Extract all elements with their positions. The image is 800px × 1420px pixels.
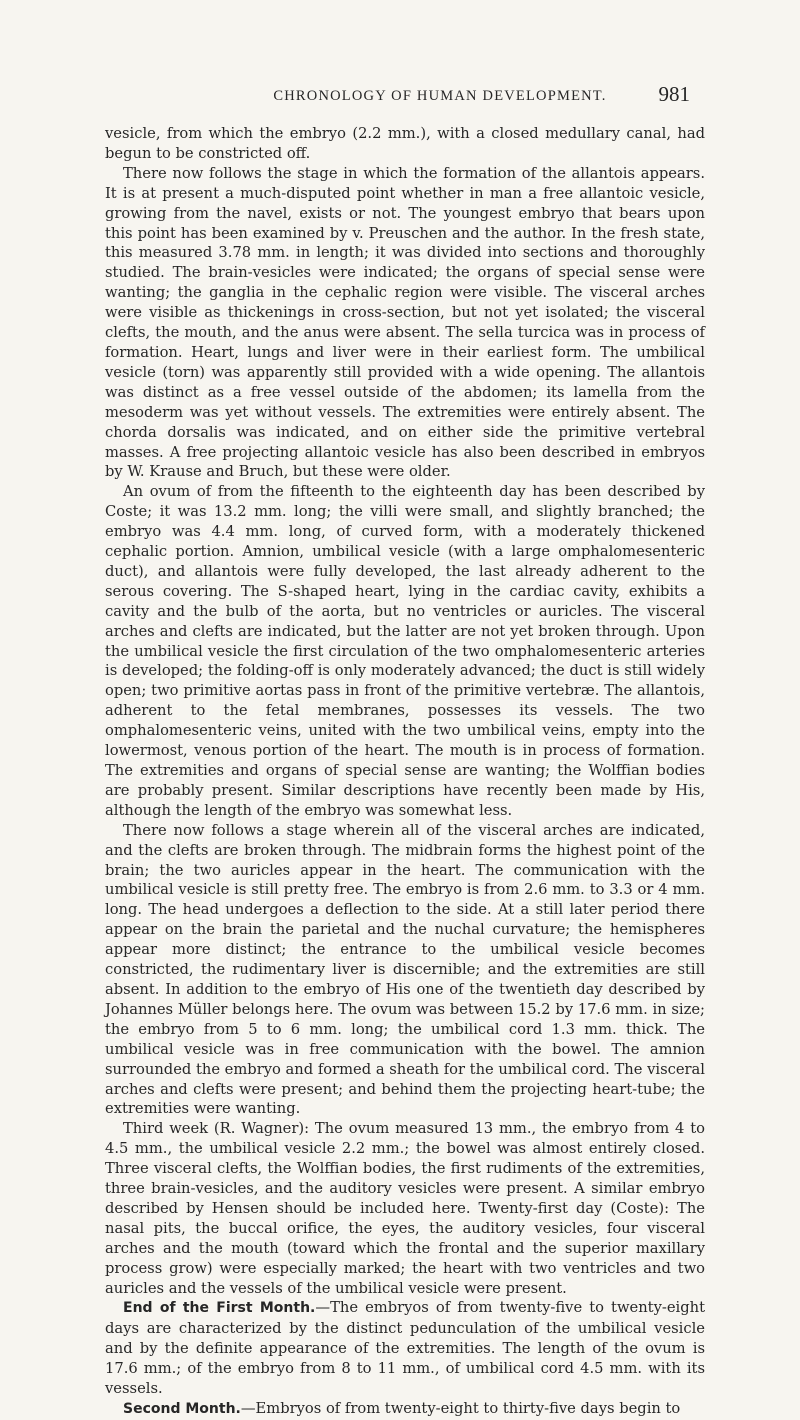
section-paragraph [105,1399,705,1420]
section-heading: End of the First Month. [123,1300,316,1317]
section-text: —The embryos of from twenty-five to twenty-eight days are characterized by the distinct pedunculation of the umbilical vesicle and by the definite appearance of the extremities. The length of the ovum is 17.6 mm.; of the embryo from 8 to 11 mm., of umbilical cord 4.5 mm. with its vessels. [105,1299,706,1398]
paragraph: There now follows a stage wherein all of the visceral arches are indicated, and the clefts are broken through. The midbrain forms the highest point of the brain; the two auricles appear in the heart. The communication with the umbilical vesicle is still pretty free. The embryo is from 2.6 mm. to 3.3 or 4 mm. long. The head undergoes a deflection to the side. At a still later period there appear on the brain the parietal and the nuchal curvature; the hemispheres appear more distinct; the entrance to the umbilical vesicle becomes constricted, the rudimentary liver is discernible; and the extremities are still absent. In addition to the embryo of His one of the twentieth day described by Johannes Müller belongs here. The ovum was between 15.2 by 17.6 mm. in size; the embryo from 5 to 6 mm. long; the umbilical cord 1.3 mm. thick. The umbilical vesicle was in free communication with the bowel. The amnion surrounded the embryo and formed a sheath for the umbilical cord. The visceral arches and clefts were present; and behind them the projecting heart-tube; the extremities were wanting. [105,821,706,1118]
page-number: 981 [658,82,690,106]
paragraph: Third week (R. Wagner): The ovum measured 13 mm., the embryo from 4 to 4.5 mm., the umbilical vesicle 2.2 mm.; the bowel was almost entirely closed. Three visceral clefts, the Wolffian bodies, the first rudiments of the extremities, three brain-vesicles, and the auditory vesicles were present. A similar embryo described by Hensen should be included here. Twenty-first day (Coste): The nasal pits, the buccal orifice, the eyes, the auditory vesicles, four visceral arches and the mouth (toward which the frontal and the superior maxillary process grow) were especially marked; the heart with two ventricles and two auricles and the vessels of the umbilical vesicle were present. [105,1120,705,1297]
running-title: CHRONOLOGY OF HUMAN DEVELOPMENT. [273,88,607,104]
section-heading: Second Month. [123,1401,241,1417]
paragraph: An ovum of from the fifteenth to the eighteenth day has been described by Coste; it was 13.2 mm. long; the villi were small, and slightly branched; the embryo was 4.4 mm. long, of curved form, with a moderately thickened cephalic portion. Amnion, umbilical vesicle (with a large omphalomesenteric duct), and allantois were fully developed, the last already adherent to the serous covering. The S-shaped heart, lying in the cardiac cavity, exhibits a cavity and the bulb of the aorta, but no ventricles or auricles. The visceral arches and clefts are indicated, but the latter are not yet broken through. Upon the umbilical vesicle the first circulation of the two omphalomesenteric arteries is developed; the folding-off is only moderately advanced; the duct is still widely open; two primitive aortas pass in front of the primitive vertebræ. The allantois, adherent to the fetal membranes, possesses its vessels. The two omphalomesenteric veins, united with the two umbilical veins, empty into the lowermost, venous portion of the heart. The mouth is in process of formation. The extremities and organs of special sense are wanting; the Wolffian bodies are probably present. Similar descriptions have recently been made by His, although the length of the embryo was somewhat less. [105,483,705,819]
section-text: —Embryos of from twenty-eight to thirty-five days begin to [240,1400,681,1417]
paragraph: There now follows the stage in which the formation of the allantois appears. It is at present a much-disputed point whether in man a free allantoic vesicle, growing from the navel, exists or not. The youngest embryo that bears upon this point has been examined by v. Preuschen and the author. In the fresh state, this measured 3.78 mm. in length; it was divided into sections and thoroughly studied. The brain-vesicles were indicated; the organs of special sense were wanting; the ganglia in the cephalic region were visible. The visceral arches were visible as thickenings in cross-section, but not yet isolated; the visceral clefts, the mouth, and the anus were absent. The sella turcica was in process of formation. Heart, lungs and liver were in their earliest form. The umbilical vesicle (torn) was apparently still provided with a wide opening. The allantois was distinct as a free vessel outside of the abdomen; its lamella from the mesoderm was yet without vessels. The extremities were entirely absent. The chorda dorsalis was indicated, and on either side the primitive vertebral masses. A free projecting allantoic vesicle has also been described in embryos by W. Krause and Bruch, but these were older. [105,164,705,481]
body-text [105,124,705,1420]
section-paragraph [105,1298,705,1399]
paragraph: vesicle, from which the embryo (2.2 mm.), with a closed medullary canal, had begun to be constricted off. [105,125,705,162]
